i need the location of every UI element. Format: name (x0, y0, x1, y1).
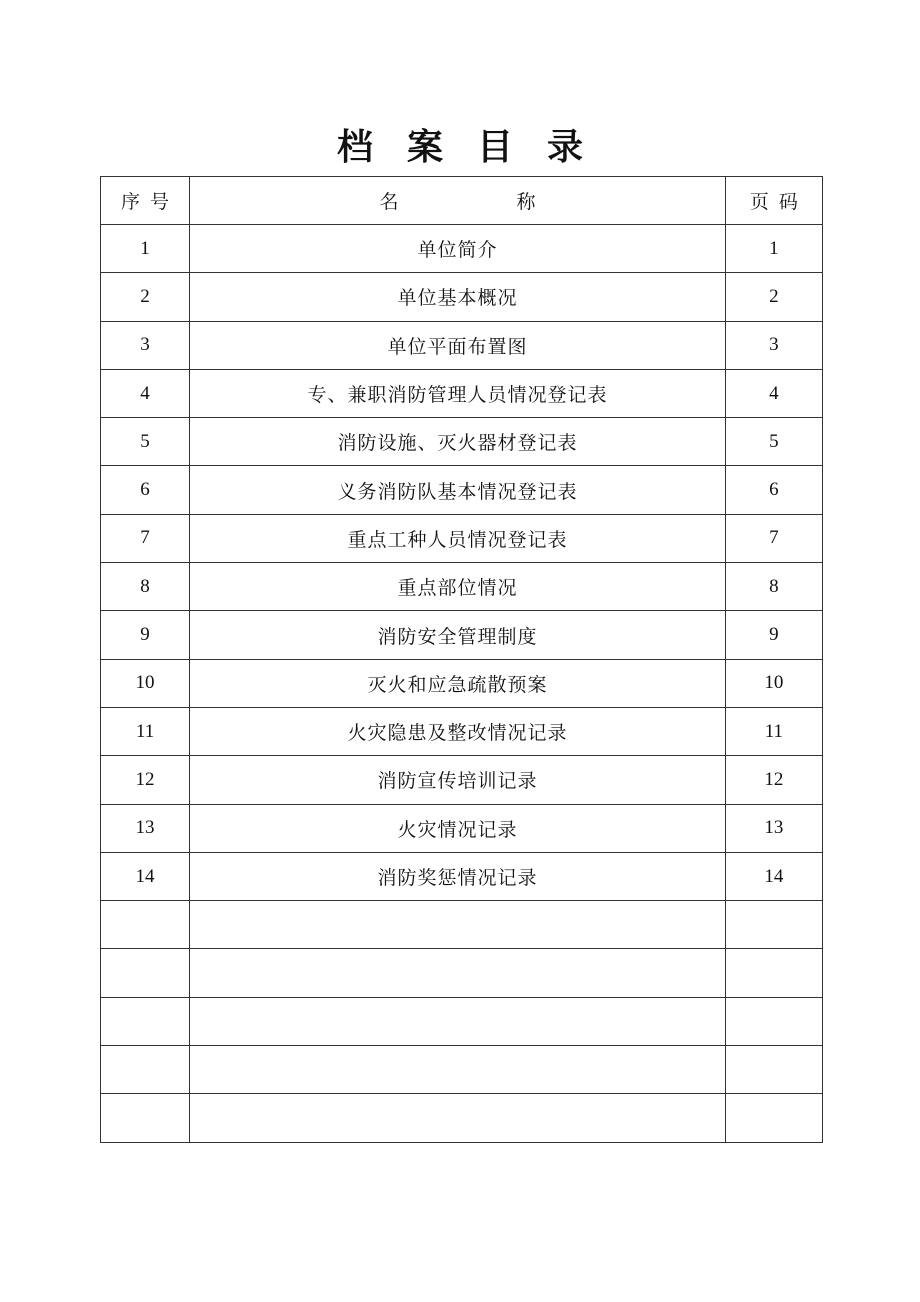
row-page (725, 1046, 822, 1094)
row-name: 重点部位情况 (190, 563, 726, 611)
row-name (190, 997, 726, 1045)
row-name: 专、兼职消防管理人员情况登记表 (190, 369, 726, 417)
row-name (190, 1094, 726, 1142)
row-name: 消防设施、灭火器材登记表 (190, 418, 726, 466)
row-name: 消防奖惩情况记录 (190, 852, 726, 900)
row-name: 单位基本概况 (190, 273, 726, 321)
header-name (190, 177, 726, 225)
row-seq: 12 (101, 756, 190, 804)
row-seq (101, 901, 190, 949)
catalog-table (100, 176, 823, 1143)
table-row (101, 466, 823, 514)
row-page (725, 901, 822, 949)
table-row (101, 852, 823, 900)
row-seq: 5 (101, 418, 190, 466)
row-name: 义务消防队基本情况登记表 (190, 466, 726, 514)
row-page (725, 1094, 822, 1142)
row-name: 消防安全管理制度 (190, 611, 726, 659)
row-page: 12 (725, 756, 822, 804)
row-page (725, 997, 822, 1045)
row-page: 11 (725, 707, 822, 755)
row-name (190, 901, 726, 949)
row-page: 13 (725, 804, 822, 852)
table-row (101, 418, 823, 466)
row-name (190, 1046, 726, 1094)
row-page: 10 (725, 659, 822, 707)
table-row (101, 369, 823, 417)
row-page: 8 (725, 563, 822, 611)
table-row (101, 1046, 823, 1094)
header-page: 页码 (725, 177, 822, 225)
row-seq: 6 (101, 466, 190, 514)
row-page: 14 (725, 852, 822, 900)
row-name (190, 949, 726, 997)
row-seq (101, 1046, 190, 1094)
row-page: 2 (725, 273, 822, 321)
table-row (101, 659, 823, 707)
row-seq: 9 (101, 611, 190, 659)
header-name-right: 称 (516, 191, 536, 213)
table-row (101, 611, 823, 659)
table-row (101, 225, 823, 273)
table-row (101, 901, 823, 949)
row-page (725, 949, 822, 997)
table-row (101, 1094, 823, 1142)
row-page: 3 (725, 321, 822, 369)
row-name: 灭火和应急疏散预案 (190, 659, 726, 707)
table-row (101, 997, 823, 1045)
table-row (101, 949, 823, 997)
row-seq: 13 (101, 804, 190, 852)
row-name: 重点工种人员情况登记表 (190, 514, 726, 562)
table-row (101, 756, 823, 804)
table-row (101, 804, 823, 852)
row-page: 7 (725, 514, 822, 562)
row-seq: 4 (101, 369, 190, 417)
row-seq: 2 (101, 273, 190, 321)
table-row (101, 273, 823, 321)
table-row (101, 707, 823, 755)
row-name: 火灾隐患及整改情况记录 (190, 707, 726, 755)
row-seq: 7 (101, 514, 190, 562)
row-name: 单位平面布置图 (190, 321, 726, 369)
row-page: 4 (725, 369, 822, 417)
row-name: 消防宣传培训记录 (190, 756, 726, 804)
row-page: 6 (725, 466, 822, 514)
catalog-body (101, 177, 823, 1143)
row-seq: 3 (101, 321, 190, 369)
header-seq: 序号 (101, 177, 190, 225)
row-page: 9 (725, 611, 822, 659)
row-name: 火灾情况记录 (190, 804, 726, 852)
row-name: 单位简介 (190, 225, 726, 273)
table-row (101, 514, 823, 562)
table-row (101, 321, 823, 369)
row-seq (101, 997, 190, 1045)
row-seq: 11 (101, 707, 190, 755)
row-seq: 10 (101, 659, 190, 707)
row-page: 1 (725, 225, 822, 273)
page-title: 档案目录 (336, 126, 617, 168)
table-header-row (101, 177, 823, 225)
row-seq (101, 949, 190, 997)
row-seq: 14 (101, 852, 190, 900)
header-name-left: 名 (379, 191, 399, 213)
row-page: 5 (725, 418, 822, 466)
row-seq: 1 (101, 225, 190, 273)
table-row (101, 563, 823, 611)
row-seq (101, 1094, 190, 1142)
row-seq: 8 (101, 563, 190, 611)
